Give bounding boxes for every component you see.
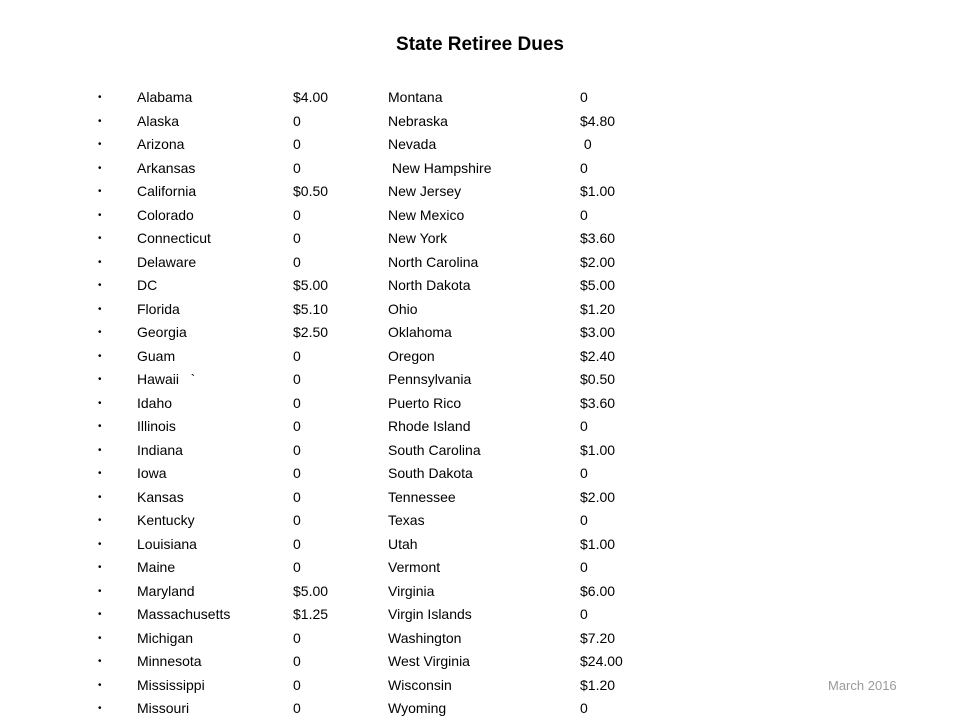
state-name: Arkansas: [137, 159, 196, 176]
list-item: [98, 133, 698, 157]
list-item: [98, 556, 698, 580]
footer-date: March 2016: [828, 678, 897, 693]
dues-amount: $7.20: [580, 629, 616, 646]
dues-amount: $4.00: [293, 89, 329, 105]
dues-amount: $5.10: [293, 300, 329, 317]
state-name: Louisiana: [137, 535, 197, 552]
list-item: [98, 486, 698, 510]
bullet-icon: •: [98, 538, 102, 550]
dues-amount: 0: [293, 559, 301, 575]
bullet-icon: •: [98, 656, 102, 667]
dues-amount: 0: [293, 629, 301, 646]
bullet-icon: •: [98, 162, 102, 174]
state-name: Washington: [388, 629, 462, 646]
state-name: Alabama: [137, 89, 193, 105]
dues-amount: 0: [293, 488, 301, 505]
dues-amount: $3.00: [580, 324, 616, 340]
bullet-icon: •: [98, 468, 102, 479]
state-name: Iowa: [137, 465, 167, 481]
state-name: Missouri: [137, 700, 190, 716]
state-name: Oregon: [388, 347, 435, 364]
state-name: Colorado: [137, 206, 194, 223]
dues-amount: 0: [293, 441, 301, 458]
state-name: Minnesota: [137, 653, 202, 669]
page-title: State Retiree Dues: [396, 34, 564, 55]
dues-amount: $6.00: [580, 582, 616, 599]
dues-amount: 0: [293, 653, 301, 669]
bullet-icon: •: [98, 515, 102, 526]
dues-amount: 0: [293, 700, 301, 716]
list-item: [98, 345, 698, 369]
dues-amount: $1.00: [580, 535, 616, 552]
list-item: [98, 439, 698, 463]
dues-amount: 0: [580, 559, 588, 575]
dues-amount: 0: [580, 606, 588, 622]
list-item: [98, 650, 698, 674]
list-item: [98, 674, 698, 698]
state-name: Tennessee: [388, 488, 456, 505]
state-name: Vermont: [388, 559, 441, 575]
list-item: [98, 227, 698, 251]
bullet-icon: •: [98, 421, 102, 432]
list-item: [98, 392, 698, 416]
dues-amount: 0: [580, 512, 588, 528]
bullet-icon: •: [98, 491, 102, 503]
state-name: New Mexico: [388, 206, 465, 223]
state-name: Florida: [137, 300, 180, 317]
dues-amount: 0: [580, 136, 592, 152]
dues-amount: 0: [293, 159, 301, 176]
bullet-icon: •: [98, 92, 102, 103]
state-name: New Jersey: [388, 183, 462, 199]
state-name: Georgia: [137, 324, 187, 340]
bullet-icon: •: [98, 585, 102, 597]
dues-amount: $3.60: [580, 394, 616, 411]
state-name: South Dakota: [388, 465, 473, 481]
state-name: Virgin Islands: [388, 606, 472, 622]
dues-amount: 0: [580, 700, 588, 716]
dues-amount: $5.00: [293, 582, 329, 599]
state-name: Wisconsin: [388, 676, 452, 693]
bullet-icon: •: [98, 139, 102, 150]
dues-amount: 0: [580, 89, 588, 105]
dues-amount: $4.80: [580, 112, 616, 129]
dues-amount: $1.20: [580, 300, 616, 317]
state-name: Hawaii `: [137, 371, 196, 387]
dues-amount: 0: [580, 465, 588, 481]
bullet-icon: •: [98, 303, 102, 315]
state-name: Kansas: [137, 488, 184, 505]
dues-amount: 0: [293, 112, 301, 129]
dues-amount: $0.50: [293, 183, 329, 199]
state-name: Oklahoma: [388, 324, 452, 340]
dues-amount: $1.00: [580, 441, 616, 458]
dues-amount: 0: [293, 418, 301, 434]
dues-amount: $5.00: [293, 277, 329, 293]
state-name: California: [137, 183, 197, 199]
list-item: [98, 298, 698, 322]
dues-amount: $1.20: [580, 676, 616, 693]
list-item: [98, 157, 698, 181]
state-name: West Virginia: [388, 653, 470, 669]
dues-amount: $2.00: [580, 253, 616, 270]
bullet-icon: •: [98, 209, 102, 221]
dues-amount: 0: [293, 230, 301, 246]
list-item: [98, 204, 698, 228]
state-name: Michigan: [137, 629, 194, 646]
dues-amount: 0: [293, 136, 301, 152]
dues-amount: 0: [293, 371, 301, 387]
dues-amount: 0: [293, 465, 301, 481]
bullet-icon: •: [98, 679, 102, 691]
bullet-icon: •: [98, 632, 102, 644]
state-name: Idaho: [137, 394, 173, 411]
state-name: Guam: [137, 347, 176, 364]
dues-amount: $0.50: [580, 371, 616, 387]
bullet-icon: •: [98, 280, 102, 291]
dues-amount: 0: [293, 206, 301, 223]
dues-amount: 0: [293, 394, 301, 411]
dues-amount: 0: [293, 676, 301, 693]
state-name: Delaware: [137, 253, 197, 270]
list-item: [98, 627, 698, 651]
state-name: Alaska: [137, 112, 180, 129]
list-item: [98, 321, 698, 345]
bullet-icon: •: [98, 397, 102, 409]
list-item: [98, 533, 698, 557]
state-name: South Carolina: [388, 441, 481, 458]
state-name: North Carolina: [388, 253, 479, 270]
state-name: Puerto Rico: [388, 394, 462, 411]
state-name: Texas: [388, 512, 425, 528]
state-name: Nevada: [388, 136, 437, 152]
dues-amount: 0: [580, 206, 588, 223]
dues-list: [98, 86, 698, 721]
dues-amount: 0: [293, 347, 301, 364]
bullet-icon: •: [98, 374, 102, 385]
state-name: Rhode Island: [388, 418, 471, 434]
state-name: Virginia: [388, 582, 435, 599]
dues-amount: $3.60: [580, 230, 616, 246]
dues-amount: 0: [293, 512, 301, 528]
list-item: [98, 274, 698, 298]
list-item: [98, 110, 698, 134]
state-name: New York: [388, 230, 448, 246]
state-name: New Hampshire: [388, 159, 492, 176]
state-name: Nebraska: [388, 112, 448, 129]
list-item: [98, 180, 698, 204]
state-name: Mississippi: [137, 676, 205, 693]
dues-amount: $2.00: [580, 488, 616, 505]
dues-amount: 0: [580, 159, 588, 176]
state-name: Connecticut: [137, 230, 211, 246]
dues-amount: $1.25: [293, 606, 329, 622]
dues-amount: 0: [293, 535, 301, 552]
bullet-icon: •: [98, 233, 102, 244]
bullet-icon: •: [98, 562, 102, 573]
bullet-icon: •: [98, 327, 102, 338]
dues-amount: $24.00: [580, 653, 623, 669]
state-name: Maryland: [137, 582, 195, 599]
state-name: Pennsylvania: [388, 371, 472, 387]
list-item: [98, 368, 698, 392]
list-item: [98, 580, 698, 604]
state-name: Montana: [388, 89, 443, 105]
bullet-icon: •: [98, 703, 102, 714]
state-name: Indiana: [137, 441, 183, 458]
list-item: [98, 415, 698, 439]
state-name: DC: [137, 277, 158, 293]
state-name: Wyoming: [388, 700, 447, 716]
state-name: Utah: [388, 535, 418, 552]
list-item: [98, 251, 698, 275]
dues-amount: 0: [580, 418, 588, 434]
state-name: North Dakota: [388, 277, 471, 293]
state-name: Ohio: [388, 300, 418, 317]
state-name: Illinois: [137, 418, 176, 434]
state-name: Arizona: [137, 136, 185, 152]
state-name: Massachusetts: [137, 606, 231, 622]
list-item: [98, 603, 698, 627]
dues-amount: $1.00: [580, 183, 616, 199]
dues-amount: $2.50: [293, 324, 329, 340]
bullet-icon: •: [98, 444, 102, 456]
list-item: [98, 509, 698, 533]
dues-amount: $5.00: [580, 277, 616, 293]
dues-amount: 0: [293, 253, 301, 270]
bullet-icon: •: [98, 609, 102, 620]
bullet-icon: •: [98, 256, 102, 268]
bullet-icon: •: [98, 186, 102, 197]
state-name: Kentucky: [137, 512, 195, 528]
list-item: [98, 462, 698, 486]
bullet-icon: •: [98, 115, 102, 127]
bullet-icon: •: [98, 350, 102, 362]
list-item: [98, 697, 698, 721]
dues-amount: $2.40: [580, 347, 616, 364]
state-name: Maine: [137, 559, 176, 575]
list-item: [98, 86, 698, 110]
